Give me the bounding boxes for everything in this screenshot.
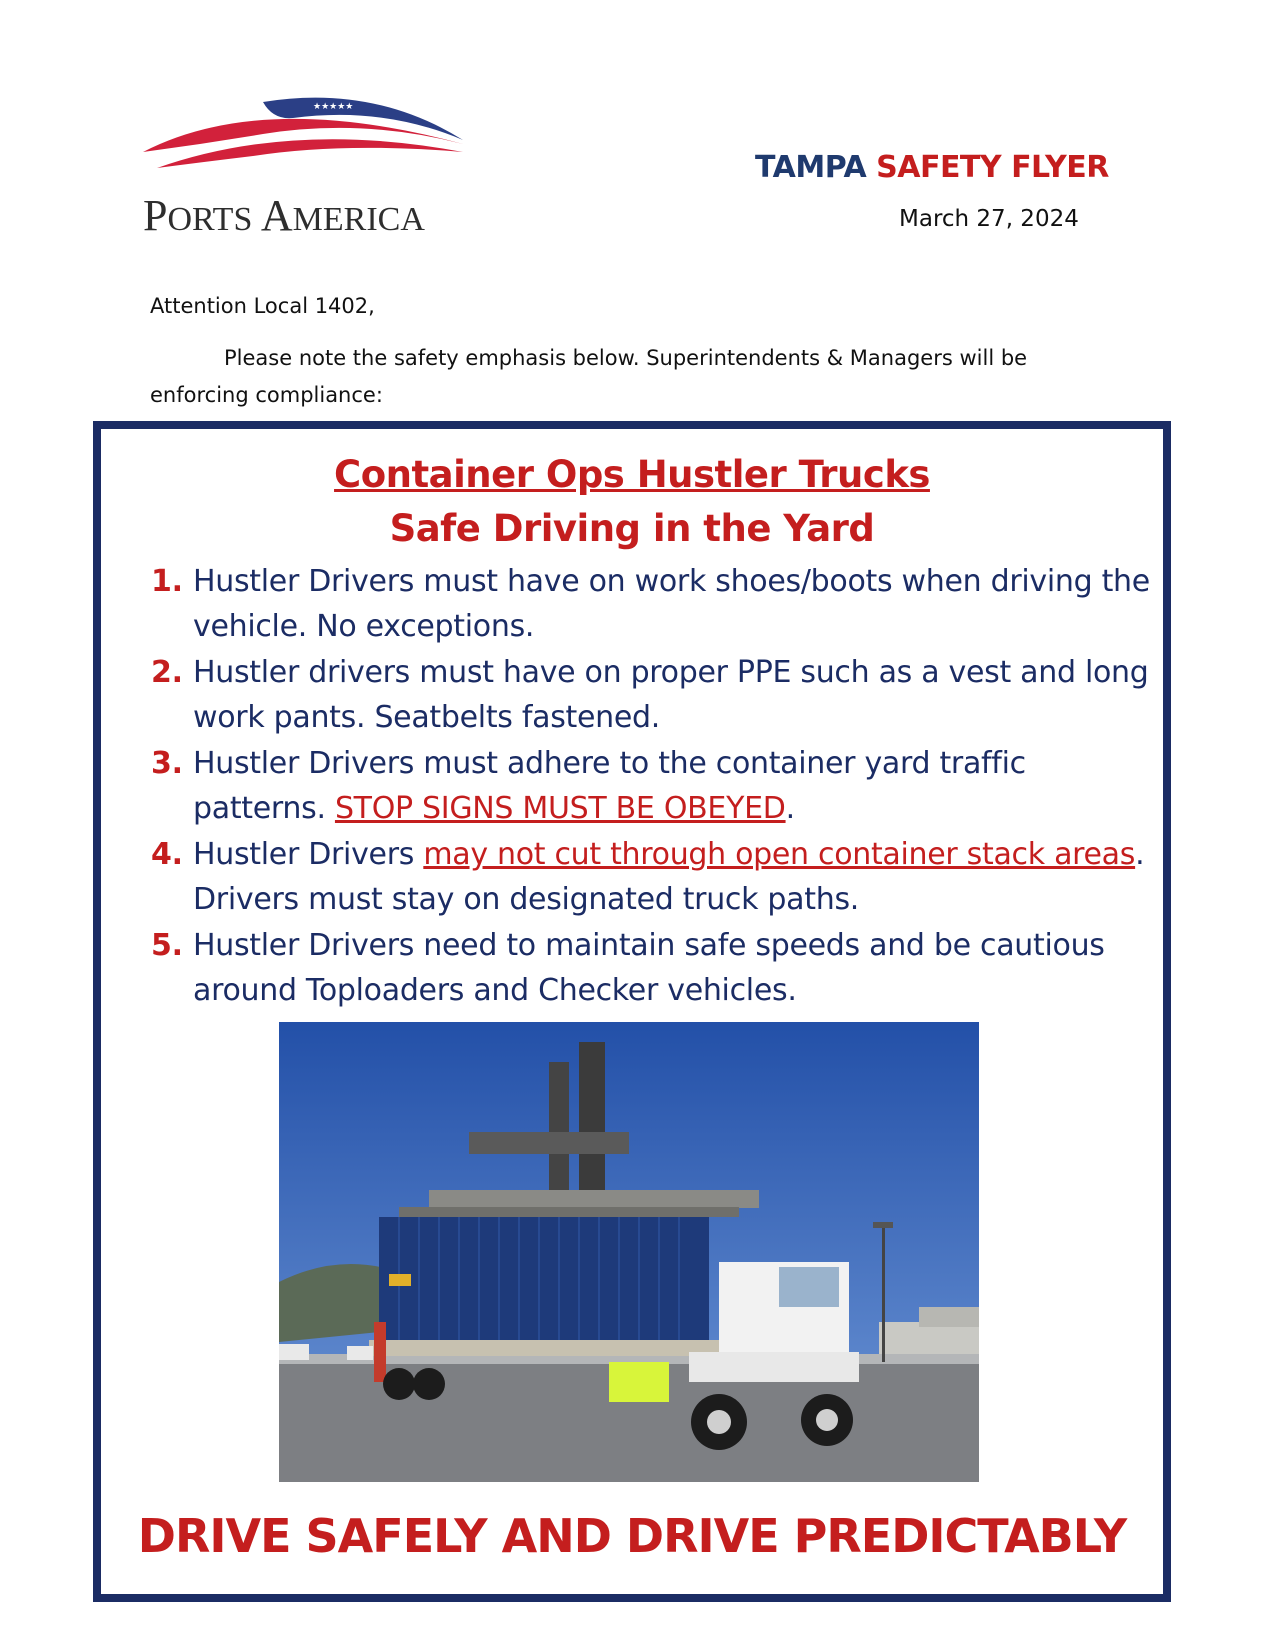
rule-text-end: .: [785, 791, 795, 826]
rule-number: 3.: [151, 746, 183, 781]
logo-wordmark: PORTS AMERICA: [143, 191, 425, 240]
box-heading-sub: Safe Driving in the Yard: [389, 507, 875, 550]
rule-item: [151, 559, 1159, 649]
rule-emphasis: STOP SIGNS MUST BE OBEYED: [334, 791, 786, 826]
rule-item: [151, 741, 1159, 831]
rule-item: [151, 832, 1159, 922]
hustler-truck-photo: [279, 1022, 979, 1482]
flag-swoosh-icon: [143, 92, 503, 192]
flyer-title: [755, 150, 1109, 185]
rule-text: Hustler Drivers: [193, 837, 424, 872]
rule-number: 2.: [151, 655, 183, 690]
flyer-date: March 27, 2024: [899, 206, 1079, 232]
rule-text-end: . Drivers must stay on designated truck paths.: [193, 837, 1145, 917]
rules-list: [151, 559, 1159, 1014]
box-heading-main: Container Ops Hustler Trucks: [334, 453, 930, 496]
rule-item: [151, 650, 1159, 740]
flyer-title-city: TAMPA: [755, 150, 867, 185]
attention-line: Attention Local 1402,: [150, 294, 375, 318]
rule-text: Hustler Drivers must adhere to the container yard traffic patterns.: [193, 746, 1026, 826]
ports-america-logo: [143, 92, 503, 242]
rule-text: Hustler drivers must have on proper PPE such as a vest and long work pants. Seatbelts fastened.: [193, 655, 1149, 735]
rule-text: Hustler Drivers need to maintain safe speeds and be cautious around Toploaders and Checker vehicles.: [193, 928, 1105, 1008]
rule-number: 1.: [151, 564, 183, 599]
safety-box: [93, 421, 1171, 1602]
flyer-title-label: SAFETY FLYER: [876, 150, 1109, 185]
rule-number: 4.: [151, 837, 183, 872]
rule-number: 5.: [151, 928, 183, 963]
rule-item: [151, 923, 1159, 1013]
svg-text:★★★★★: ★★★★★: [313, 102, 354, 112]
footer-slogan: DRIVE SAFELY AND DRIVE PREDICTABLY: [137, 1509, 1127, 1563]
intro-paragraph: Please note the safety emphasis below. Superintendents & Managers will be enforcing compliance:: [150, 346, 1028, 407]
rule-emphasis: may not cut through open container stack areas: [423, 837, 1136, 872]
rule-text: Hustler Drivers must have on work shoes/boots when driving the vehicle. No exceptions.: [193, 564, 1150, 644]
